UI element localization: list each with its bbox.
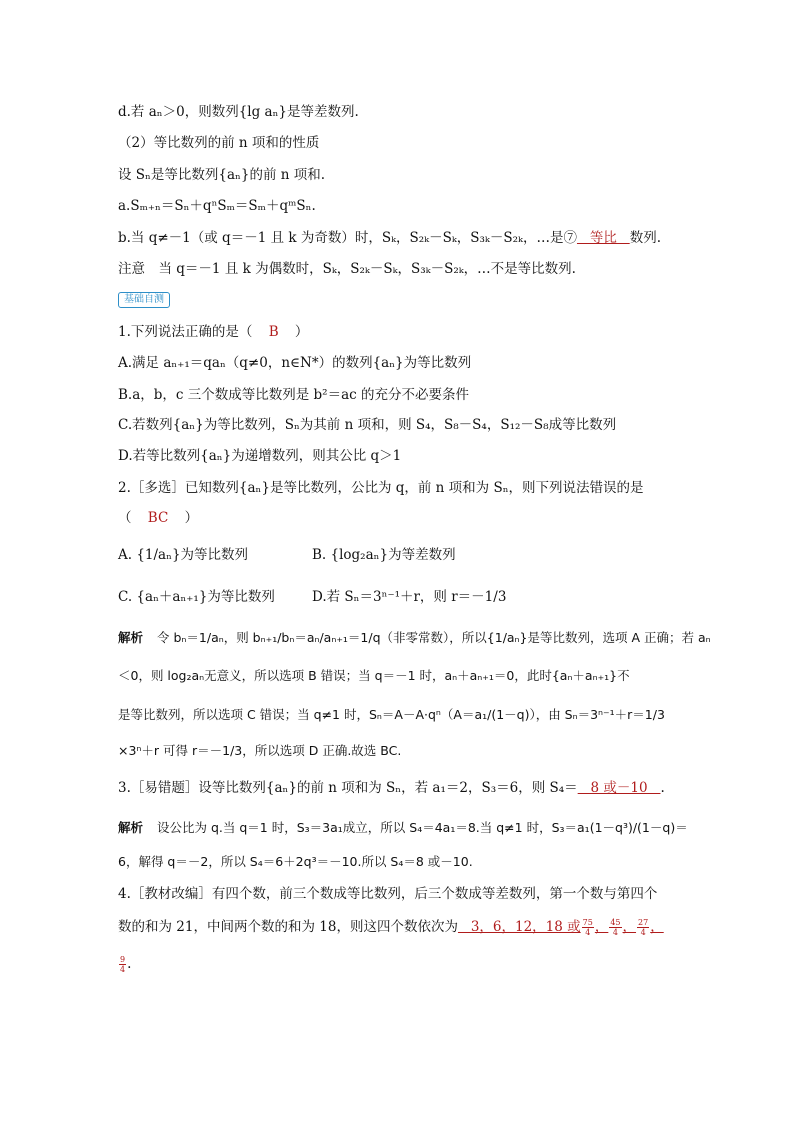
q2-solution-3: 是等比数列，所以选项 C 错误；当 q≠1 时，Sₙ＝A－A·qⁿ（A＝a₁/(1－q)），由 Sₙ＝3ⁿ⁻¹＋r＝1/3 <box>118 707 665 722</box>
q3-solution-1 <box>118 818 688 838</box>
q3-solution-label: 解析 <box>118 820 144 835</box>
q2-answer: BC <box>147 510 169 526</box>
q3-stem <box>118 778 665 798</box>
q4-fraction-9-4 <box>119 955 126 974</box>
q4-stem-2-text: 数的和为 21，中间两个数的和为 18，则这四个数依次为 <box>118 919 458 935</box>
q3-stem-text: 3.［易错题］设等比数列{aₙ}的前 n 项和为 Sₙ，若 a₁＝2，S₃＝6，则 S₄＝ <box>118 780 578 796</box>
q1-close: ） <box>294 324 309 340</box>
q4-fraction-75-4-den: 4 <box>585 928 591 937</box>
q2-stem: 2.［多选］已知数列{aₙ}是等比数列，公比为 q，前 n 项和为 Sₙ，则下列说法错误的是 <box>118 480 644 496</box>
q4-stem-2 <box>118 917 664 937</box>
q4-answer-cont <box>118 954 131 974</box>
q4-fraction-27-4-num: 27 <box>638 918 649 927</box>
q2-open: （ <box>118 510 132 526</box>
q4-sep-2: ， <box>622 919 637 935</box>
property-b-end: 数列. <box>629 230 661 246</box>
q1-answer: B <box>268 324 279 340</box>
q2-solution-1-text: 令 bₙ＝1/aₙ，则 bₙ₊₁/bₙ＝aₙ/aₙ₊₁＝1/q（非零常数），所以{1/aₙ}是等比数列，选项 A 正确；若 aₙ <box>157 630 711 645</box>
q4-fraction-9-4-den: 4 <box>120 965 126 974</box>
q4-fraction-45-4-den: 4 <box>612 928 618 937</box>
property-b-text: b.当 q≠－1（或 q＝－1 且 k 为奇数）时，Sₖ，S₂ₖ－Sₖ，S₃ₖ－S₂ₖ，…是⑦ <box>118 230 577 246</box>
q4-end: . <box>127 956 132 972</box>
q1-stem <box>118 322 308 342</box>
q4-sep-3: ， <box>650 919 664 935</box>
q4-stem-1: 4.［教材改编］有四个数，前三个数成等比数列，后三个数成等差数列，第一个数与第四个 <box>118 886 658 902</box>
q3-answer: 8 或－10 <box>577 780 661 796</box>
q1-option-c: C.若数列{aₙ}为等比数列，Sₙ为其前 n 项和，则 S₄，S₈－S₄，S₁₂－S₈成等比数列 <box>118 417 617 433</box>
q1-option-a: A.满足 aₙ₊₁＝qaₙ（q≠0，n∈N*）的数列{aₙ}为等比数列 <box>118 355 472 371</box>
q2-solution-4: ×3ⁿ＋r 可得 r＝－1/3，所以选项 D 正确.故选 BC. <box>118 743 402 758</box>
property-d: d.若 aₙ＞0，则数列{lg aₙ}是等差数列. <box>118 104 359 120</box>
q3-solution-2: 6，解得 q＝－2，所以 S₄＝6＋2q³＝－10.所以 S₄＝8 或－10. <box>118 854 473 869</box>
q3-end: . <box>660 780 665 796</box>
q2-close: ） <box>184 510 199 526</box>
q1-stem-text: 1.下列说法正确的是（ <box>118 324 253 340</box>
q4-fraction-27-4 <box>637 918 649 937</box>
section-tag: 基础自测 <box>118 292 170 308</box>
q4-fraction-27-4-den: 4 <box>640 928 646 937</box>
q1-option-d: D.若等比数列{aₙ}为递增数列，则其公比 q＞1 <box>118 448 402 464</box>
q2-option-a: A. {1/aₙ}为等比数列 <box>118 547 249 563</box>
property-b <box>118 228 661 248</box>
q1-option-b: B.a，b，c 三个数成等比数列是 b²＝ac 的充分不必要条件 <box>118 387 469 403</box>
q4-fraction-75-4 <box>582 918 594 937</box>
property-b-answer: 等比 <box>576 230 630 246</box>
definition-sn: 设 Sₙ是等比数列{aₙ}的前 n 项和. <box>118 167 326 183</box>
q3-solution-1-text: 设公比为 q.当 q＝1 时，S₃＝3a₁成立，所以 S₄＝4a₁＝8.当 q≠1 时，S₃＝a₁(1－q³)/(1－q)＝ <box>157 820 688 835</box>
property-a: a.Sₘ₊ₙ＝Sₙ＋qⁿSₘ＝Sₘ＋qᵐSₙ. <box>118 198 316 214</box>
q2-answer-line <box>118 508 198 528</box>
subheading-sum-properties: （2）等比数列的前 n 项和的性质 <box>118 135 320 151</box>
q2-solution-label: 解析 <box>118 630 144 645</box>
q4-fraction-45-4 <box>609 918 621 937</box>
q4-fraction-75-4-num: 75 <box>582 918 593 927</box>
q2-option-d: D.若 Sₙ＝3ⁿ⁻¹＋r，则 r＝－1/3 <box>312 589 507 605</box>
q4-fraction-9-4-num: 9 <box>120 955 126 964</box>
q2-option-c: C. {aₙ＋aₙ₊₁}为等比数列 <box>118 589 275 605</box>
q4-answer <box>458 919 664 935</box>
note: 注意 当 q＝－1 且 k 为偶数时，Sₖ，S₂ₖ－Sₖ，S₃ₖ－S₂ₖ，…不是等比数列. <box>118 261 576 277</box>
q2-option-b: B. {log₂aₙ}为等差数列 <box>312 547 456 563</box>
q4-answer-cont-wrap <box>118 956 127 972</box>
q2-solution-2: ＜0，则 log₂aₙ无意义，所以选项 B 错误；当 q＝－1 时，aₙ＋aₙ₊₁＝0，此时{aₙ＋aₙ₊₁}不 <box>118 668 630 683</box>
q4-answer-text: 3，6，12，18 或 <box>457 919 581 935</box>
q4-fraction-45-4-num: 45 <box>610 918 621 927</box>
q4-sep-1: ， <box>594 919 609 935</box>
q2-solution-1 <box>118 628 711 648</box>
